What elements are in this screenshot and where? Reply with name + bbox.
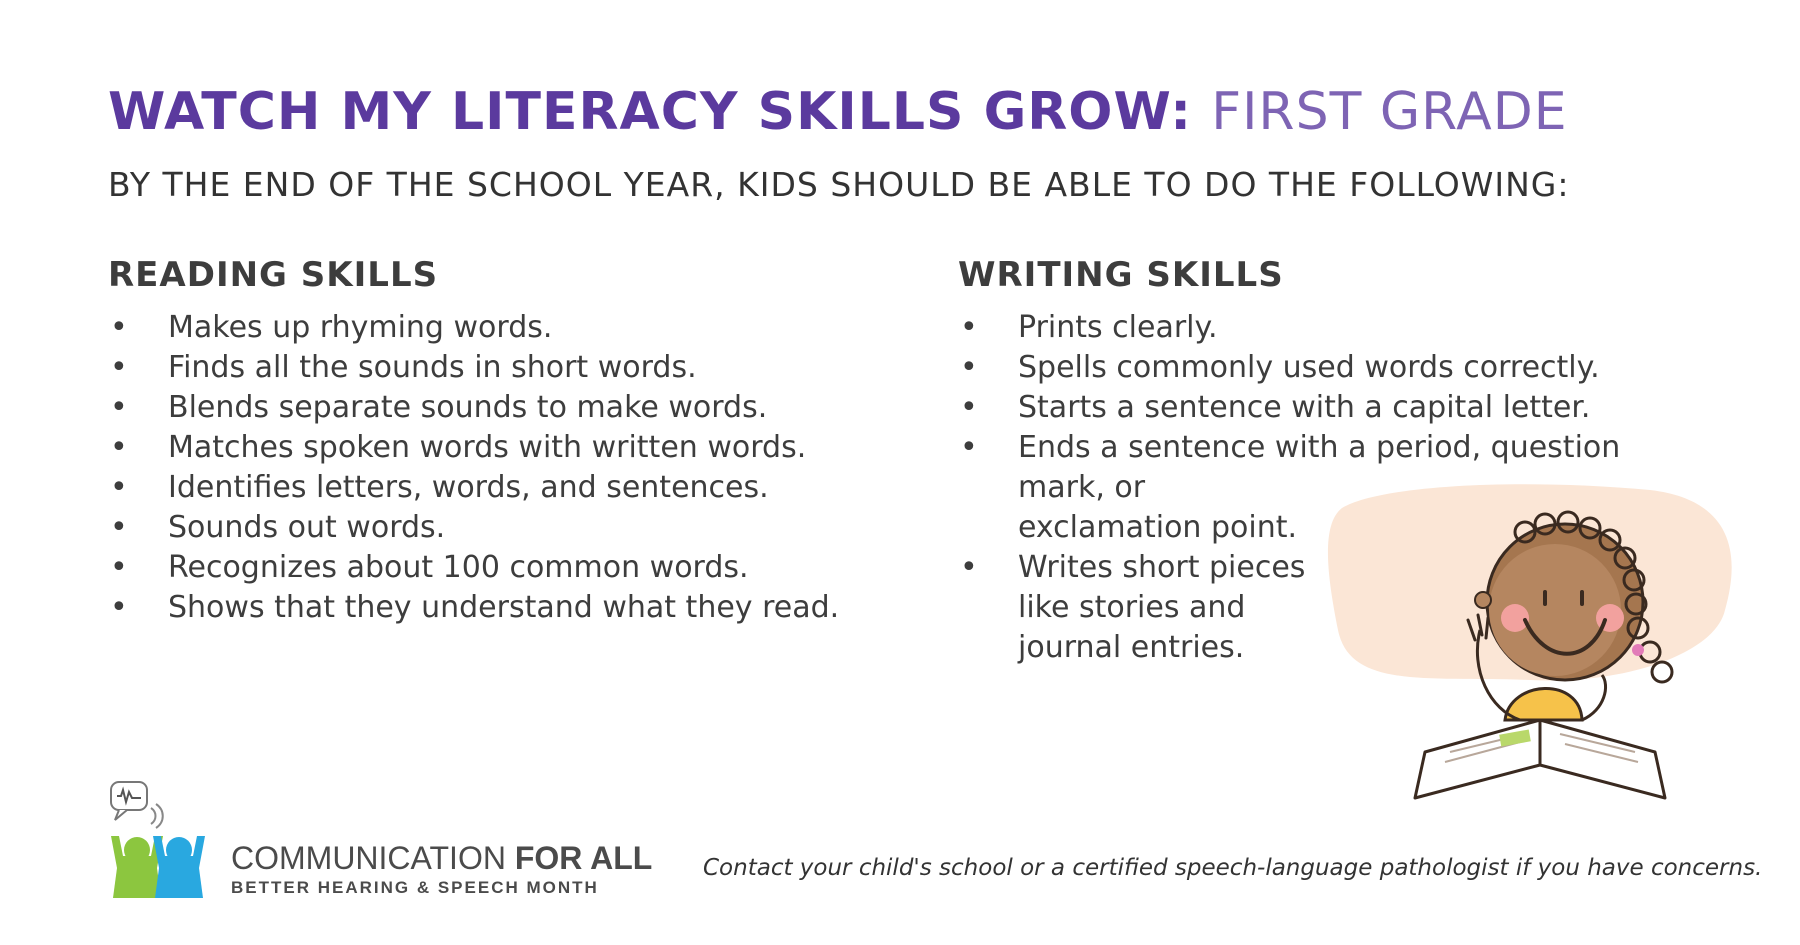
list-item bbox=[958, 308, 1648, 348]
bullet: • bbox=[960, 310, 978, 345]
list-item bbox=[108, 508, 868, 548]
list-item bbox=[108, 548, 868, 588]
reading-skill-text: Finds all the sounds in short words. bbox=[168, 350, 697, 385]
reading-skill-text: Identifies letters, words, and sentences. bbox=[168, 470, 769, 505]
child-reading-book-illustration bbox=[1320, 480, 1740, 844]
speech-bubble-people-logo-icon bbox=[103, 780, 223, 900]
bullet: • bbox=[960, 390, 978, 425]
reading-skill-text: Makes up rhyming words. bbox=[168, 310, 553, 345]
child-reading-illustration-svg bbox=[1320, 480, 1740, 840]
reading-skills-list bbox=[108, 308, 868, 628]
list-item bbox=[108, 468, 868, 508]
reading-skill-text: Sounds out words. bbox=[168, 510, 446, 545]
title-accent: FIRST GRADE bbox=[1211, 82, 1568, 142]
writing-skill-line: like stories and bbox=[1018, 590, 1246, 625]
writing-skills-heading: WRITING SKILLS bbox=[958, 255, 1284, 295]
list-item bbox=[108, 428, 868, 468]
bullet: • bbox=[960, 430, 978, 465]
logo-title bbox=[231, 840, 652, 877]
writing-skill-line: journal entries. bbox=[1018, 630, 1245, 665]
writing-skill-text: Starts a sentence with a capital letter. bbox=[1018, 390, 1591, 425]
reading-skill-text: Matches spoken words with written words. bbox=[168, 430, 807, 465]
bullet: • bbox=[110, 430, 128, 465]
reading-skill-text: Recognizes about 100 common words. bbox=[168, 550, 749, 585]
list-item bbox=[108, 308, 868, 348]
writing-skill-text: Prints clearly. bbox=[1018, 310, 1218, 345]
bullet: • bbox=[110, 590, 128, 625]
bullet: • bbox=[110, 470, 128, 505]
logo-title-bold: FOR ALL bbox=[514, 840, 653, 876]
reading-skill-text: Shows that they understand what they read. bbox=[168, 590, 840, 625]
bullet: • bbox=[110, 510, 128, 545]
writing-skill-line: mark, or bbox=[1018, 470, 1146, 505]
list-item bbox=[108, 388, 868, 428]
logo-subtitle: BETTER HEARING & SPEECH MONTH bbox=[231, 878, 599, 897]
list-item bbox=[108, 588, 868, 628]
footer-note: Contact your child's school or a certified speech-language pathologist if you have concerns. bbox=[703, 855, 1763, 881]
bullet: • bbox=[960, 550, 978, 585]
list-item bbox=[958, 388, 1648, 428]
list-item bbox=[958, 348, 1648, 388]
bullet: • bbox=[110, 550, 128, 585]
page-subtitle: BY THE END OF THE SCHOOL YEAR, KIDS SHOULD BE ABLE TO DO THE FOLLOWING: bbox=[108, 165, 1570, 204]
writing-skill-line: exclamation point. bbox=[1018, 510, 1298, 545]
bullet: • bbox=[110, 310, 128, 345]
writing-skill-text: Spells commonly used words correctly. bbox=[1018, 350, 1600, 385]
page-title bbox=[108, 82, 1568, 142]
logo-title-regular: COMMUNICATION bbox=[231, 840, 515, 876]
title-main: WATCH MY LITERACY SKILLS GROW: bbox=[108, 82, 1193, 142]
communication-for-all-logo bbox=[103, 780, 663, 900]
bullet: • bbox=[110, 350, 128, 385]
list-item bbox=[108, 348, 868, 388]
bullet: • bbox=[960, 350, 978, 385]
reading-skill-text: Blends separate sounds to make words. bbox=[168, 390, 768, 425]
writing-skill-line: Ends a sentence with a period, question bbox=[1018, 430, 1621, 465]
reading-skills-heading: READING SKILLS bbox=[108, 255, 439, 295]
bullet: • bbox=[110, 390, 128, 425]
writing-skill-line: Writes short pieces bbox=[1018, 550, 1306, 585]
